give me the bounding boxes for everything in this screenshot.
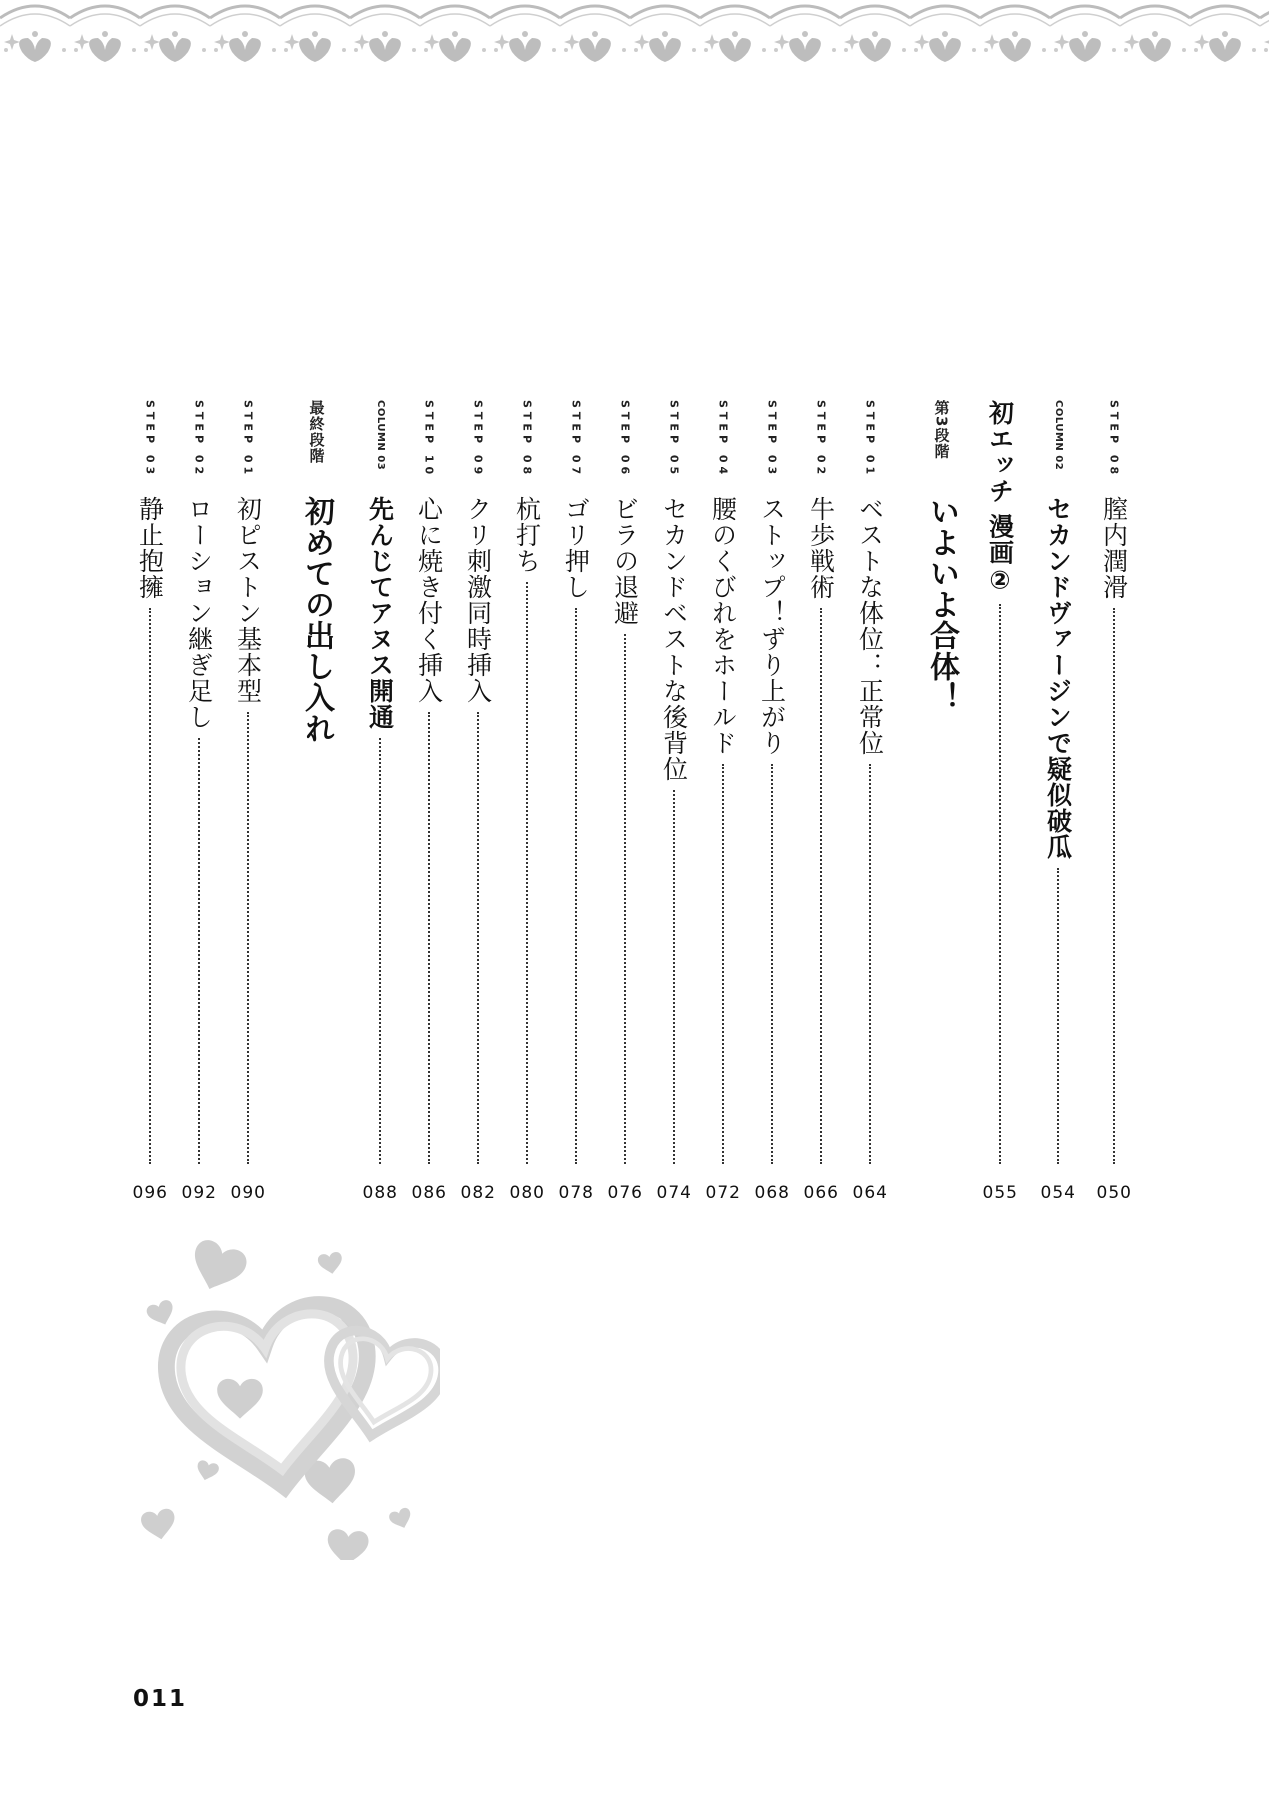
- entry-title: 初ピストン基本型: [233, 496, 263, 704]
- entry-title: 膣内潤滑: [1099, 496, 1129, 600]
- step-tag: STEP 05: [667, 400, 681, 479]
- entry-title: 心に焼き付く挿入: [414, 496, 444, 704]
- stage-heading: [294, 400, 338, 1170]
- page-number: 064: [852, 1183, 888, 1203]
- page-number: 088: [362, 1183, 398, 1203]
- step-tag: STEP 09: [471, 400, 485, 479]
- leader-dots: [477, 712, 479, 1164]
- page-number: 054: [1040, 1183, 1076, 1203]
- column-tag: COLUMN 03: [375, 400, 386, 471]
- entry-title: ベストな体位：正常位: [855, 496, 885, 756]
- leader-dots: [624, 634, 626, 1164]
- lace-border-ornament: [0, 0, 1269, 90]
- step-tag: STEP 06: [618, 400, 632, 479]
- page-number: 096: [132, 1183, 168, 1203]
- step-tag: STEP 01: [241, 400, 255, 479]
- page-number: 078: [558, 1183, 594, 1203]
- toc-entry[interactable]: [607, 400, 643, 1203]
- page-number: 055: [982, 1183, 1018, 1203]
- step-tag: STEP 02: [814, 400, 828, 479]
- leader-dots: [1113, 608, 1115, 1164]
- stage-title: 初めての出し入れ: [299, 496, 334, 744]
- toc-entry[interactable]: [132, 400, 168, 1203]
- page-number: 086: [411, 1183, 447, 1203]
- hearts-decoration-icon: [120, 1220, 440, 1560]
- entry-title: セカンドヴァージンで疑似破瓜: [1043, 496, 1073, 860]
- page-number: 082: [460, 1183, 496, 1203]
- page-number: 090: [230, 1183, 266, 1203]
- entry-title: クリ刺激同時挿入: [463, 496, 493, 704]
- toc-entry[interactable]: [982, 400, 1018, 1203]
- step-tag: STEP 07: [569, 400, 583, 479]
- leader-dots: [149, 608, 151, 1164]
- entry-title: セカンドベストな後背位: [659, 496, 689, 782]
- entry-title: 先んじてアヌス開通: [365, 496, 395, 730]
- leader-dots: [869, 764, 871, 1164]
- leader-dots: [820, 608, 822, 1164]
- step-tag: STEP 08: [1107, 400, 1121, 479]
- toc-entry[interactable]: [509, 400, 545, 1203]
- page-number: 076: [607, 1183, 643, 1203]
- stage-tag: 第3段階: [932, 400, 951, 460]
- step-tag: STEP 01: [863, 400, 877, 479]
- page-number: 092: [181, 1183, 217, 1203]
- leader-dots: [247, 712, 249, 1164]
- column-tag: COLUMN 02: [1053, 400, 1064, 471]
- leader-dots: [673, 790, 675, 1164]
- toc-entry[interactable]: [181, 400, 217, 1203]
- entry-title: ゴリ押し: [561, 496, 591, 600]
- entry-title: ストップ！ずり上がり: [757, 496, 787, 756]
- toc-entry[interactable]: [803, 400, 839, 1203]
- leader-dots: [771, 764, 773, 1164]
- toc-entry[interactable]: [1040, 400, 1076, 1203]
- page-number: 068: [754, 1183, 790, 1203]
- step-tag: STEP 04: [716, 400, 730, 479]
- entry-title: 静止抱擁: [135, 496, 165, 600]
- toc-entry[interactable]: [852, 400, 888, 1203]
- leader-dots: [722, 764, 724, 1164]
- step-tag: STEP 03: [143, 400, 157, 479]
- leader-dots: [999, 604, 1001, 1164]
- entry-title: 牛歩戦術: [806, 496, 836, 600]
- page-number: 080: [509, 1183, 545, 1203]
- toc-entry[interactable]: [705, 400, 741, 1203]
- toc-entry[interactable]: [656, 400, 692, 1203]
- toc-entry[interactable]: [558, 400, 594, 1203]
- step-tag: STEP 03: [765, 400, 779, 479]
- toc-entry[interactable]: [230, 400, 266, 1203]
- toc-entry[interactable]: [754, 400, 790, 1203]
- step-tag: STEP 02: [192, 400, 206, 479]
- step-tag: STEP 08: [520, 400, 534, 479]
- leader-dots: [526, 582, 528, 1164]
- entry-title: ローション継ぎ足し: [184, 496, 214, 730]
- stage-title: いよいよ合体！: [924, 496, 959, 713]
- step-tag: STEP 10: [422, 400, 436, 479]
- leader-dots: [1057, 868, 1059, 1164]
- leader-dots: [428, 712, 430, 1164]
- leader-dots: [575, 608, 577, 1164]
- stage-heading: [919, 400, 963, 1170]
- leader-dots: [198, 738, 200, 1164]
- page-number: 050: [1096, 1183, 1132, 1203]
- entry-title: 腰のくびれをホールド: [708, 496, 738, 756]
- stage-tag: 最終段階: [307, 400, 326, 464]
- toc-entry[interactable]: [460, 400, 496, 1203]
- entry-title: 杭打ち: [512, 496, 542, 574]
- toc-entry[interactable]: [1096, 400, 1132, 1203]
- page-number: 072: [705, 1183, 741, 1203]
- leader-dots: [379, 738, 381, 1164]
- toc-entry[interactable]: [362, 400, 398, 1203]
- entry-title: ビラの退避: [610, 496, 640, 626]
- page-folio: 011: [133, 1686, 188, 1712]
- entry-title: 初エッチ 漫画②: [985, 400, 1015, 596]
- page-number: 074: [656, 1183, 692, 1203]
- toc-entry[interactable]: [411, 400, 447, 1203]
- page-number: 066: [803, 1183, 839, 1203]
